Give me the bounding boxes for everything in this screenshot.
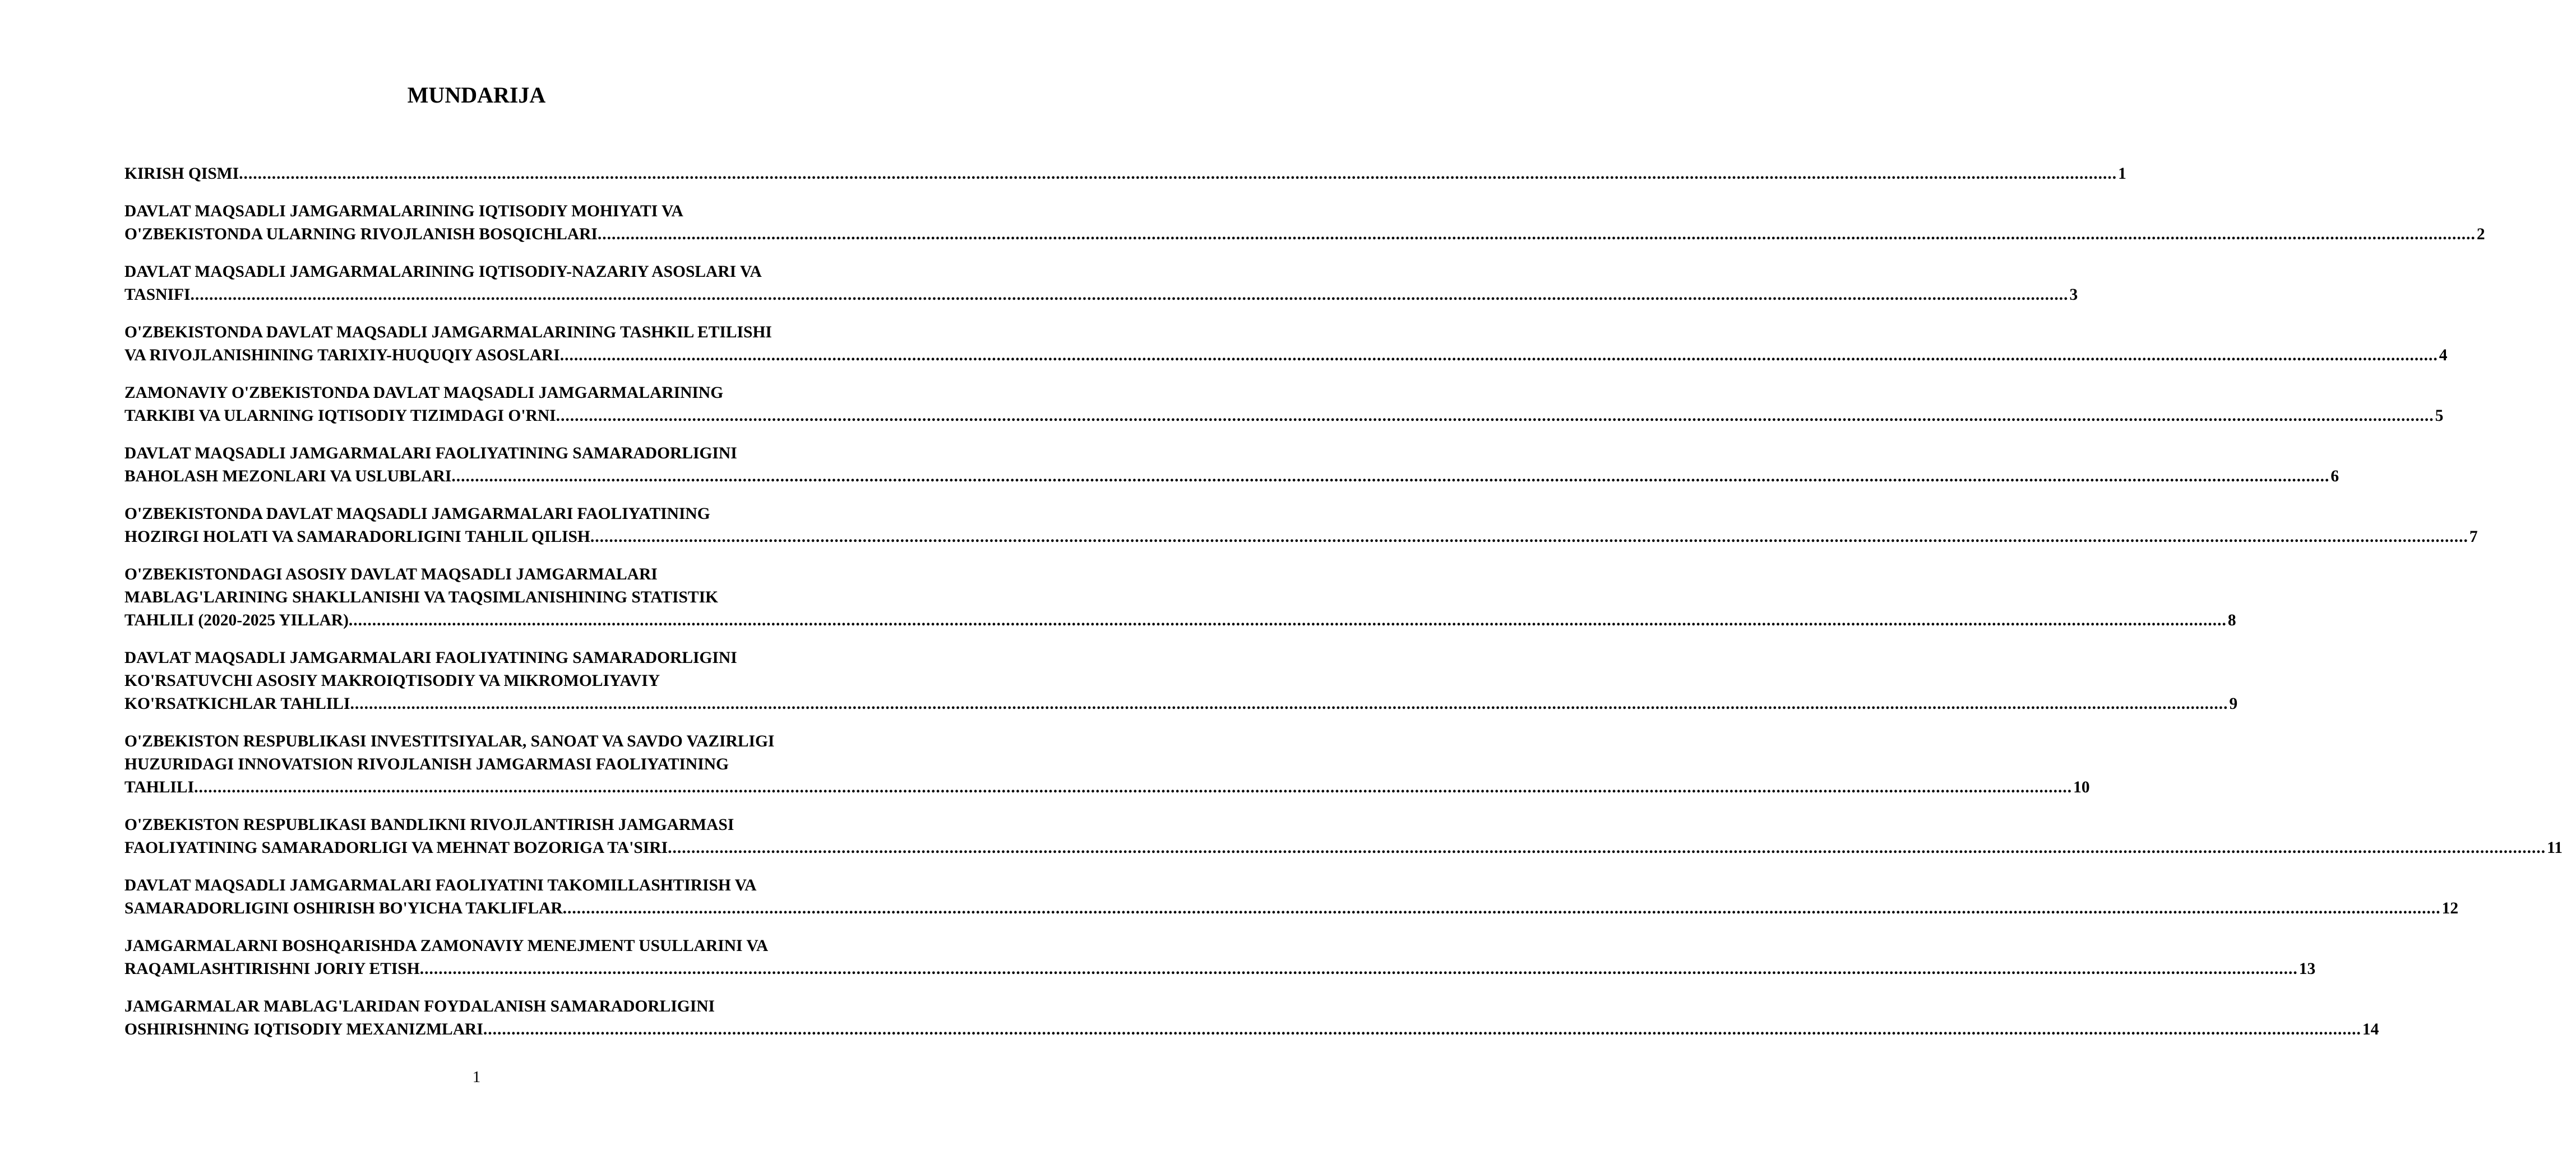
- dot-leader: ................................................................................................................................................................................................................................................................................................................................................................................................................: [350, 695, 2228, 713]
- toc-entry-last-line: [124, 223, 2485, 246]
- toc-entry[interactable]: [124, 442, 2339, 488]
- toc-entry-title-line: O'ZBEKISTONDA DAVLAT MAQSADLI JAMGARMALARINING TASHKIL ETILISHI: [124, 323, 772, 341]
- toc-page-number: 4: [2439, 346, 2448, 364]
- toc-entry-title-line: TAHLILI (2020-2025 YILLAR): [124, 611, 349, 629]
- toc-entry[interactable]: [124, 382, 2444, 428]
- dot-leader: ................................................................................................................................................................................................................................................................................................................................................................................................................: [590, 528, 2468, 546]
- toc-entry-last-line: [124, 897, 2459, 920]
- toc-page-number: 11: [2547, 839, 2563, 857]
- toc-entry-last-line: [124, 693, 2238, 716]
- toc-entry[interactable]: [124, 935, 2316, 981]
- toc-page-number: 14: [2362, 1020, 2379, 1038]
- toc-page-number: 10: [2073, 778, 2090, 796]
- toc-entry-last-line: [124, 776, 2090, 799]
- toc-entry-last-line: [124, 1018, 2379, 1041]
- toc-entry-last-line: [124, 526, 2478, 549]
- toc-page-number: 12: [2441, 899, 2459, 917]
- toc-page-number: 9: [2229, 695, 2238, 713]
- toc-entry-title-line: DAVLAT MAQSADLI JAMGARMALARI FAOLIYATINING SAMARADORLIGINI: [124, 649, 737, 667]
- toc-page-number: 8: [2227, 611, 2236, 629]
- toc-entry[interactable]: [124, 730, 2090, 799]
- toc-entry-title-line: TARKIBI VA ULARNING IQTISODIY TIZIMDAGI O'RNI: [124, 407, 556, 425]
- toc-entry[interactable]: [124, 647, 2238, 716]
- page-number: 1: [472, 1068, 481, 1086]
- dot-leader: ................................................................................................................................................................................................................................................................................................................................................................................................................: [562, 899, 2441, 917]
- toc-entry-title-line: JAMGARMALAR MABLAG'LARIDAN FOYDALANISH SAMARADORLIGINI: [124, 997, 715, 1015]
- toc-entry[interactable]: [124, 261, 2078, 307]
- toc-entry-title-line: SAMARADORLIGINI OSHIRISH BO'YICHA TAKLIFLAR: [124, 899, 563, 917]
- dot-leader: ................................................................................................................................................................................................................................................................................................................................................................................................................: [451, 467, 2330, 485]
- toc-entry-title-line: VA RIVOJLANISHINING TARIXIY-HUQUQIY ASOSLARI: [124, 346, 560, 364]
- toc-entry[interactable]: [124, 163, 2126, 185]
- dot-leader: ................................................................................................................................................................................................................................................................................................................................................................................................................: [190, 286, 2069, 304]
- toc-page-number: 2: [2476, 225, 2485, 243]
- toc-entry-last-line: [124, 958, 2316, 981]
- dot-leader: ................................................................................................................................................................................................................................................................................................................................................................................................................: [348, 611, 2227, 629]
- dot-leader: ................................................................................................................................................................................................................................................................................................................................................................................................................: [239, 165, 2117, 183]
- toc-page-number: 3: [2069, 286, 2078, 304]
- toc-entry-last-line: [124, 284, 2078, 307]
- toc-entry-last-line: [124, 465, 2339, 488]
- toc-entry-last-line: [124, 163, 2126, 185]
- toc-entry[interactable]: [124, 814, 2563, 860]
- toc-entry[interactable]: [124, 503, 2478, 549]
- toc-page-number: 6: [2330, 467, 2339, 485]
- toc-entry-last-line: [124, 344, 2448, 367]
- dot-leader: ................................................................................................................................................................................................................................................................................................................................................................................................................: [194, 778, 2073, 796]
- dot-leader: ................................................................................................................................................................................................................................................................................................................................................................................................................: [559, 346, 2438, 364]
- toc-entry[interactable]: [124, 874, 2459, 920]
- toc-entry-title-line: KIRISH QISMI: [124, 165, 239, 183]
- toc-entry[interactable]: [124, 995, 2379, 1041]
- toc-entry-title-line: DAVLAT MAQSADLI JAMGARMALARINING IQTISODIY-NAZARIY ASOSLARI VA: [124, 263, 762, 281]
- toc-entry-title-line: BAHOLASH MEZONLARI VA USLUBLARI: [124, 467, 452, 485]
- toc-entry-title-line: TASNIFI: [124, 286, 191, 304]
- toc-entry-title-line: FAOLIYATINING SAMARADORLIGI VA MEHNAT BOZORIGA TA'SIRI: [124, 839, 668, 857]
- toc-entry-title-line: ZAMONAVIY O'ZBEKISTONDA DAVLAT MAQSADLI JAMGARMALARINING: [124, 384, 724, 402]
- toc-page-number: 1: [2118, 165, 2126, 183]
- dot-leader: ................................................................................................................................................................................................................................................................................................................................................................................................................: [419, 960, 2298, 978]
- toc-entry-title-line: O'ZBEKISTON RESPUBLIKASI INVESTITSIYALAR, SANOAT VA SAVDO VAZIRLIGI: [124, 732, 775, 750]
- toc-entry-title-line: O'ZBEKISTONDA ULARNING RIVOJLANISH BOSQICHLARI: [124, 225, 598, 243]
- toc-page-number: 7: [2469, 528, 2478, 546]
- toc-entry-title-line: DAVLAT MAQSADLI JAMGARMALARINING IQTISODIY MOHIYATI VA: [124, 202, 683, 220]
- toc-entry-title-line: TAHLILI: [124, 778, 195, 796]
- toc-entry-title-line: RAQAMLASHTIRISHNI JORIY ETISH: [124, 960, 420, 978]
- dot-leader: ................................................................................................................................................................................................................................................................................................................................................................................................................: [668, 839, 2546, 857]
- toc-entry-last-line: [124, 837, 2563, 860]
- toc-entry-last-line: [124, 405, 2444, 428]
- toc-entry[interactable]: [124, 563, 2236, 632]
- toc-entry-title-line: DAVLAT MAQSADLI JAMGARMALARI FAOLIYATINING SAMARADORLIGINI: [124, 444, 737, 462]
- toc-entry-title-line: OSHIRISHNING IQTISODIY MEXANIZMLARI: [124, 1020, 483, 1038]
- dot-leader: ................................................................................................................................................................................................................................................................................................................................................................................................................: [556, 407, 2434, 425]
- toc-page-number: 5: [2435, 407, 2444, 425]
- toc-entry-title-line: KO'RSATKICHLAR TAHLILI: [124, 695, 350, 713]
- toc-entry[interactable]: [124, 200, 2485, 246]
- toc-page-number: 13: [2298, 960, 2316, 978]
- toc-entry-title-line: O'ZBEKISTONDAGI ASOSIY DAVLAT MAQSADLI JAMGARMALARI: [124, 565, 658, 583]
- toc-entry-title-line: O'ZBEKISTONDA DAVLAT MAQSADLI JAMGARMALARI FAOLIYATINING: [124, 505, 710, 523]
- toc-entry-title-line: HOZIRGI HOLATI VA SAMARADORLIGINI TAHLIL QILISH: [124, 528, 590, 546]
- table-of-contents: [124, 163, 2563, 1056]
- dot-leader: ................................................................................................................................................................................................................................................................................................................................................................................................................: [597, 225, 2476, 243]
- toc-entry-title-line: MABLAG'LARINING SHAKLLANISHI VA TAQSIMLANISHINING STATISTIK: [124, 588, 719, 606]
- toc-entry-title-line: JAMGARMALARNI BOSHQARISHDA ZAMONAVIY MENEJMENT USULLARINI VA: [124, 937, 769, 955]
- page-title: MUNDARIJA: [407, 82, 546, 108]
- toc-entry-last-line: [124, 609, 2236, 632]
- toc-entry-title-line: O'ZBEKISTON RESPUBLIKASI BANDLIKNI RIVOJLANTIRISH JAMGARMASI: [124, 816, 734, 834]
- toc-entry-title-line: HUZURIDAGI INNOVATSION RIVOJLANISH JAMGARMASI FAOLIYATINING: [124, 755, 729, 773]
- toc-entry[interactable]: [124, 321, 2448, 367]
- toc-entry-title-line: KO'RSATUVCHI ASOSIY MAKROIQTISODIY VA MIKROMOLIYAVIY: [124, 672, 660, 690]
- dot-leader: ................................................................................................................................................................................................................................................................................................................................................................................................................: [483, 1020, 2361, 1038]
- toc-entry-title-line: DAVLAT MAQSADLI JAMGARMALARI FAOLIYATINI TAKOMILLASHTIRISH VA: [124, 876, 757, 894]
